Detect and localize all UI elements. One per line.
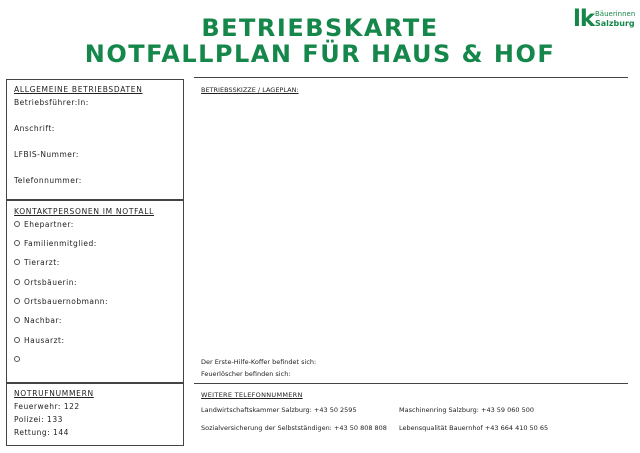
phone-lebensqualitaet: Lebensqualität Bauernhof +43 664 410 50 65 [399, 424, 549, 432]
title-line-1: BETRIEBSKARTE [201, 14, 439, 42]
contact-item: Ortsbauernobmann: [14, 297, 108, 306]
contact-item: Nachbar: [14, 316, 62, 325]
general-data-panel [6, 79, 184, 200]
field-anschrift: Anschrift: [14, 124, 55, 133]
number-polizei: Polizei: 133 [14, 415, 63, 424]
number-feuerwehr: Feuerwehr: 122 [14, 402, 80, 411]
logo-mark: lk [573, 6, 595, 32]
contact-item: Familienmitglied: [14, 239, 97, 248]
logo-line-2: Salzburg [595, 19, 635, 28]
logo-line-1: Bäuerinnen [595, 10, 636, 18]
contact-item [14, 355, 24, 364]
field-betriebsfuehrer: Betriebsführer:In: [14, 98, 89, 107]
title-line-2: NOTFALLPLAN FÜR HAUS & HOF [84, 40, 556, 68]
field-telefonnummer: Telefonnummer: [14, 176, 82, 185]
emergency-contacts-panel [6, 200, 184, 383]
site-sketch-heading: BETRIEBSSKIZZE / LAGEPLAN: [201, 86, 299, 94]
radio-icon[interactable] [14, 317, 20, 323]
contact-item: Hausarzt: [14, 336, 64, 345]
page-title [0, 16, 640, 66]
fire-extinguisher-note: Feuerlöscher befinden sich: [201, 370, 291, 378]
emergency-contacts-heading: KONTAKTPERSONEN IM NOTFALL [14, 207, 155, 216]
logo [573, 8, 635, 34]
site-sketch-area [200, 96, 626, 352]
radio-icon[interactable] [14, 356, 20, 362]
divider-middle [194, 383, 628, 384]
further-phones-heading: WEITERE TELEFONNUMMERN [201, 391, 303, 399]
phone-landwirtschaftskammer: Landwirtschaftskammer Salzburg: +43 50 2595 [201, 406, 357, 414]
field-lfbis: LFBIS-Nummer: [14, 150, 79, 159]
contact-item: Ortsbäuerin: [14, 278, 77, 287]
radio-icon[interactable] [14, 240, 20, 246]
phone-maschinenring: Maschinenring Salzburg: +43 59 060 500 [399, 406, 535, 414]
radio-icon[interactable] [14, 298, 20, 304]
emergency-numbers-panel [6, 383, 184, 446]
radio-icon[interactable] [14, 221, 20, 227]
general-data-heading: ALLGEMEINE BETRIEBSDATEN [14, 85, 143, 94]
emergency-numbers-heading: NOTRUFNUMMERN [14, 389, 94, 398]
contact-item: Tierarzt: [14, 258, 60, 267]
first-aid-kit-note: Der Erste-Hilfe-Koffer befindet sich: [201, 358, 317, 366]
phone-sozialversicherung: Sozialversicherung der Selbstständigen: +43 50 808 808 [201, 424, 387, 432]
radio-icon[interactable] [14, 337, 20, 343]
number-rettung: Rettung: 144 [14, 428, 69, 437]
radio-icon[interactable] [14, 279, 20, 285]
radio-icon[interactable] [14, 259, 20, 265]
divider-top [194, 77, 628, 78]
contact-item: Ehepartner: [14, 220, 74, 229]
